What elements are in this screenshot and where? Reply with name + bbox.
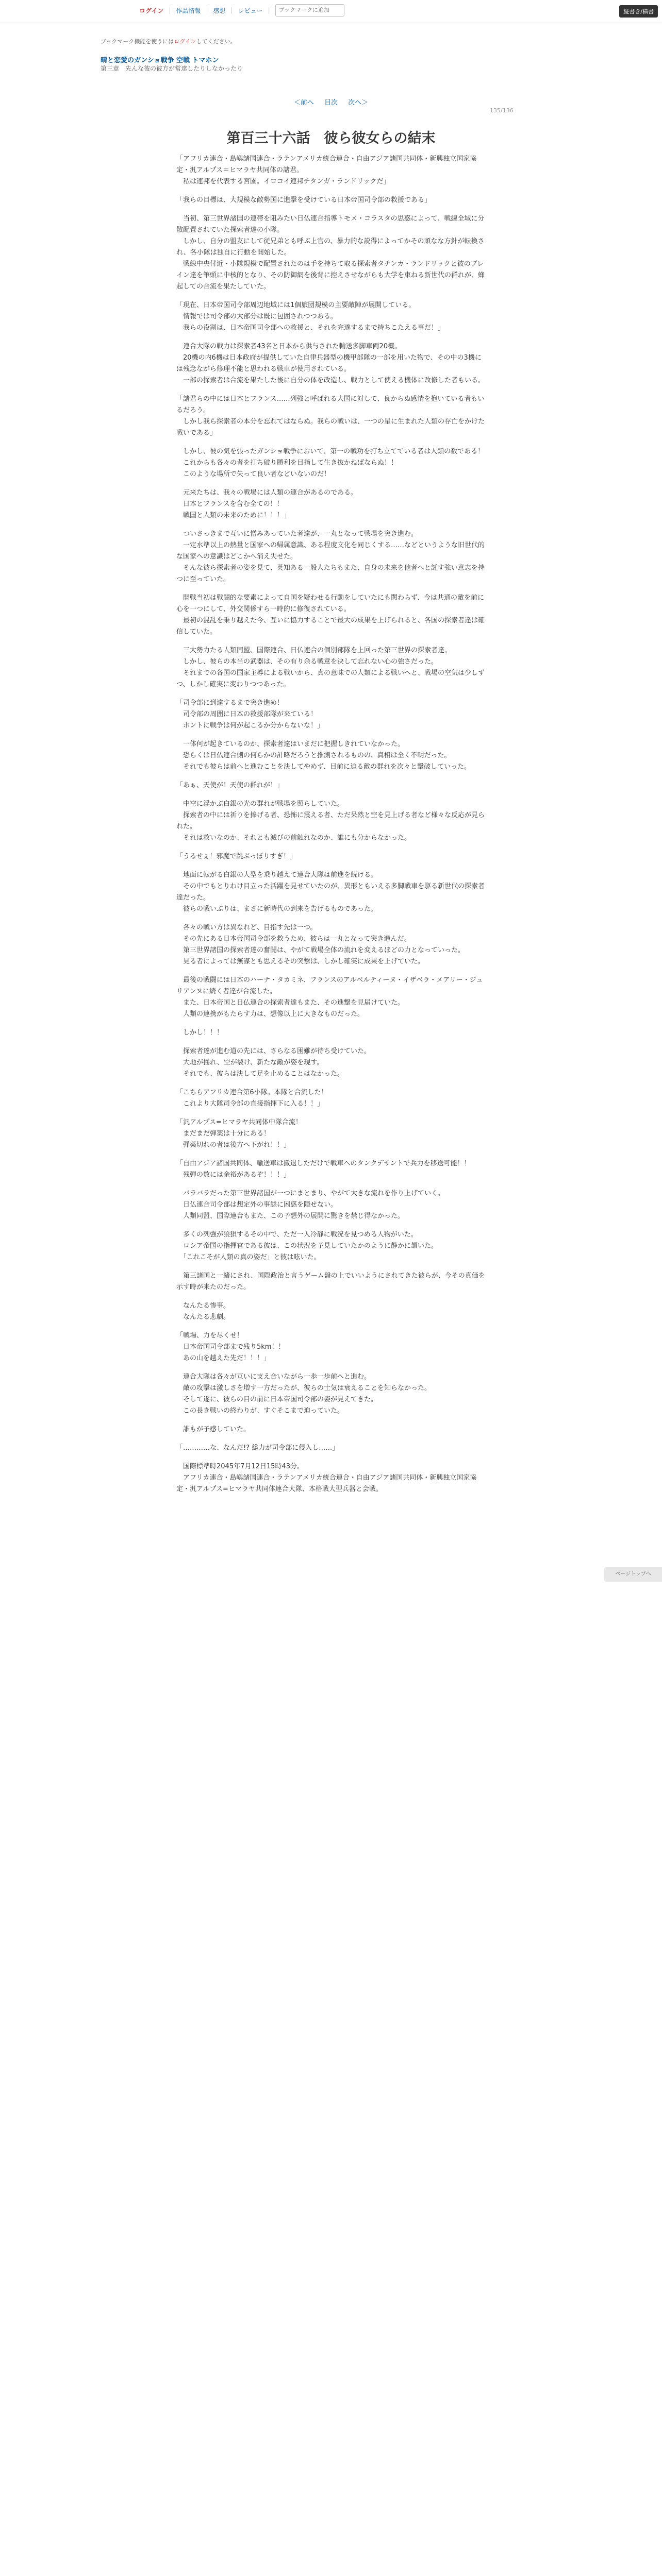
- separator: |: [206, 7, 208, 14]
- notice-login-link[interactable]: ログイン: [174, 38, 196, 45]
- body-paragraph: 「戦場、力を尽くせ！ 日本帝国司令部まで残り5km！！ あの山を越えた先だ！！！」: [176, 1332, 285, 1362]
- separator: |: [169, 7, 171, 14]
- body-paragraph: 中空に浮かぶ白銀の光の群れが戦場を照らしていた。 探索者の中には祈りを捧げる者、恐怖に震える者、ただ呆然と空を見上げる者など様々な反応が見られた。 それは救いなのか、それとも滅びの前触れなのか、誰にも分からなかった。: [176, 800, 485, 842]
- body-paragraph: しかし、彼の気を張ったガンショ戦争において、第一の戦功を打ち立てている者は人類の数である！ これからも各々の者を打ち破り勝利を目指して生き抜かねばならぬ！！ このような場所で失って良い者などいないのだ！: [183, 448, 485, 478]
- top-nav-links: [139, 4, 344, 16]
- body-paragraph: 「諸君らの中には日本とフランス……列強と呼ばれる大国に対して、良からぬ感情を抱いている者もいるだろう。 しかし我ら探索者の本分を忘れてはならぬ。我らの戦いは、一つの星に生まれた人類の存亡をかけた戦いである」: [176, 395, 485, 437]
- body-paragraph: 各々の戦い方は異なれど、目指す先は一つ。 その先にある日本帝国司令部を救うため、彼らは一丸となって突き進んだ。 第三世界諸国の探索者達の奮闘は、やがて戦場全体の流れを変えるほどの力となっていった。 見る者によっては無謀とも思えるその突撃は、しかし確実に成果を上げていた。: [183, 924, 465, 965]
- body-paragraph: 誰もが予感していた。: [176, 1426, 251, 1433]
- body-paragraph: 「アフリカ連合・島嶼諸国連合・ラテンアメリカ統合連合・自由アジア諸国共同体・新興独立国家協定・汎アルプス＝ヒマラヤ共同体の諸君。 私は連邦を代表する宮園。イロコイ連邦チタンガ・ランドリックだ」: [176, 155, 477, 185]
- notice-text: ブックマーク機能を使うには: [101, 38, 174, 45]
- vertical-writing-toggle-button[interactable]: 縦書き/横書: [619, 5, 658, 18]
- work-title-link[interactable]: 晴と恋愛のガンショ戦争 空戦 トマホン: [101, 57, 219, 64]
- body-paragraph: 「こちらアフリカ連合第6小隊。本隊と合流した！ これより大隊司令部の直接指揮下に入る！！」: [176, 1089, 328, 1108]
- separator: |: [268, 7, 270, 14]
- bookmark-search-input[interactable]: [275, 4, 344, 16]
- bookmark-login-notice: [101, 37, 236, 45]
- body-paragraph: 探索者達が進む道の先には、さらなる困難が待ち受けていた。 大地が揺れ、空が裂け、新たな敵が姿を現す。 それでも、彼らは決して足を止めることはなかった。: [183, 1047, 371, 1078]
- body-paragraph: 「我らの目標は、大規模な敵勢国に進撃を受けている日本帝国司令部の救援である」: [176, 196, 432, 204]
- body-paragraph: なんたる惨事。 なんたる悲劇。: [183, 1302, 230, 1321]
- next-chapter-link[interactable]: 次へ＞: [348, 99, 369, 107]
- body-paragraph: 「司令部に到達するまで突き進め！ 司令部の周囲に日本の救援部隊が来ている！ ホントに戦争は何が起こるか分からないな！」: [176, 699, 324, 730]
- chapter-pager: 135/136: [490, 107, 514, 114]
- body-paragraph: 「…………な、なんだ!? 総力が司令部に侵入し……」: [176, 1444, 339, 1452]
- body-paragraph: 「汎アルプス=ヒマラヤ共同体中隊合流！ まだまだ弾薬は十分にある！ 弾薬切れの者は後方へ下がれ！！」: [176, 1118, 302, 1149]
- body-paragraph: 第三諸国と一緒にされ、国際政治と言うゲーム盤の上でいいようにされてきた彼らが、今その真価を示す時が来たのだった。: [176, 1272, 485, 1291]
- notice-text-after: してください。: [196, 38, 236, 45]
- body-paragraph: 開戦当初は戦闘的な要素によって自国を疑わせる行動をしていたにも関わらず、今は共通の敵を前に心を一つにして、外交関係すら一時的に修復されている。 最初の混乱を乗り越えた今、互いに協力することで最大の成果を上げられると、各国の探索者達は確信していた。: [176, 594, 485, 636]
- chapter-title: 第百三十六話 彼ら彼女らの結末: [226, 130, 436, 146]
- chapter-subtitle: 第三章 先んな彼の彼方が常達したりしなかったり: [101, 65, 243, 72]
- impressions-link[interactable]: 感想: [213, 7, 226, 14]
- review-link[interactable]: レビュー: [238, 7, 263, 14]
- body-paragraph: バラバラだった第三世界諸国が一つにまとまり、やがて大きな流れを作り上げていく。 日仏連合司令部は想定外の事態に困惑を隠せない。 人類同盟、国際連合もまた、この予想外の展開に驚きを禁じ得なかった。: [183, 1190, 444, 1220]
- body-paragraph: ついさっきまで互いに憎みあっていた者達が、一丸となって戦場を突き進む。 一定水準以上の熱量と国家への帰属意識、ある程度文化を同じくする……などというような旧世代的な国家への意識はどこかへ消え失せた。 そんな彼ら探索者の姿を見て、英知ある一般人たちもまた、自身の未来を他者へと託す強い意志を持つに至っていた。: [176, 530, 485, 583]
- body-paragraph: 地面に転がる白銀の人型を乗り越えて連合大隊は前進を続ける。 その中でもとりわけ目立った活躍を見せていたのが、異形ともいえる多脚戦車を駆る新世代の探索者達だった。 彼らの戦いぶりは、まさに新時代の到来を告げるものであった。: [176, 871, 485, 913]
- separator: |: [230, 7, 233, 14]
- top-navigation-bar: [0, 0, 662, 23]
- body-paragraph: 最後の戦闘には日本のハーナ・タカミネ、フランスのアルベルティーヌ・イザベラ・メアリー・ジュリアンヌに続く者達が合流した。 また、日本帝国と日仏連合の探索者達もまた、その進撃を見届けていた。 人類の連携がもたらす力は、想像以上に大きなものだった。: [176, 976, 483, 1018]
- work-info-link[interactable]: 作品情報: [176, 7, 201, 14]
- toc-link[interactable]: 目次: [324, 99, 338, 107]
- prev-chapter-link[interactable]: ＜前へ: [293, 99, 314, 107]
- chapter-body-text: [176, 154, 486, 1502]
- body-paragraph: 多くの列強が狼狽するその中で、ただ一人冷静に戦況を見つめる人物がいた。 ロシア帝国の指揮官である彼は、この状況を予見していたかのように静かに頷いた。 「これこそが人類の真の姿だ」と彼は呟いた。: [183, 1231, 438, 1261]
- login-link[interactable]: ログイン: [139, 7, 164, 14]
- chapter-navigation-top: [0, 97, 662, 107]
- body-paragraph: 「自由アジア諸国共同体、輸送車は撤退しただけで戦車へのタンクデサントで兵力を移送可能！！ 残弾の数には余裕があるぞ！！！」: [176, 1160, 471, 1179]
- body-paragraph: 「現在、日本帝国司令部周辺地域には1個旅団規模の主要敵陣が展開している。 情報では司令部の大部分は既に包囲されつつある。 我らの役割は、日本帝国司令部への救援と、それを完遂するまで持ちこたえる事だ！」: [176, 301, 445, 332]
- body-paragraph: 連合大隊は各々が互いに支え合いながら一歩一歩前へと進む。 敵の攻撃は激しさを増す一方だったが、彼らの士気は衰えることを知らなかった。 そして遂に、彼らの目の前に日本帝国司令部の姿が見えてきた。 この長き戦いの終わりが、すぐそこまで迫っていた。: [183, 1373, 432, 1415]
- page-top-button[interactable]: ページトップへ: [604, 1567, 662, 1582]
- body-paragraph: 元来たちは、我々の戦場には人類の連合があるのである。 日本とフランスを含む全ての！！ 戦国と人類の未来のために！！！」: [183, 489, 358, 519]
- body-paragraph: 「あぁ、天使が！天使の群れが！」: [176, 782, 284, 789]
- body-paragraph: 当初、第三世界諸国の連帯を阻みたい日仏連合指導トモメ・コラスタの思惑によって、戦線全域に分散配置されていた探索者達の小隊。 しかし、自分の盟友にして従兄弟とも呼ぶ上官の、暴力的な説得によってかその頑なな方針が転換され、各小隊は独自に行動を開始した。 戦線中央付近・小隊規模で配置されたのは手を持ちて取る探索者タチンカ・ランドリックと彼のブレイン達を筆頭に中核的となり、その防御網を後背に控えさせながらも大学を束ねる新世代の群れが、蜂起しての合流を果たしていた。: [176, 215, 485, 291]
- body-paragraph: 一体何が起きているのか、探索者達はいまだに把握しきれていなかった。 恐らくは日仏連合側の何らかの計略だろうと推測されるものの、真相は全く不明だった。 それでも彼らは前へと進むことを決してやめず、目前に迫る敵の群れを次々と撃破していった。: [183, 740, 471, 771]
- body-paragraph: しかし！！！: [176, 1029, 224, 1037]
- body-paragraph: 三大勢力たる人類同盟、国際連合、日仏連合の個別部隊を上回った第三世界の探索者達。 しかし、彼らの本当の武器は、その有り余る戦意を決して忘れない心の強さだった。 それまでの各国の国家主導による戦いから、真の意味での人類による戦いへと、戦場の空気は少しずつ、しかし確実に変わりつつあった。: [176, 647, 485, 688]
- body-paragraph: 「うるせぇ！邪魔で跳ぶっぽりすぎ！」: [176, 853, 297, 860]
- body-paragraph: 連合大隊の戦力は探索者43名と日本から供与された輸送多脚車両20機。 20機の内6機は日本政府が提供していた自律兵器型の機甲部隊の一部を用いた物で、その中の3機には残念ながら修理不能と思われる戦車が使用されている。 一部の探索者は合流を果たした後に自分の体を改造し、戦力として使える機体に改修した者もいる。: [176, 343, 485, 384]
- body-paragraph: 国際標準時2045年7月12日15時43分。 アフリカ連合・島嶼諸国連合・ラテンアメリカ統合連合・自由アジア諸国共同体・新興独立国家協定・汎アルプス=ヒマラヤ共同体連合大隊、本格戦大型兵器と会戦。: [176, 1463, 477, 1493]
